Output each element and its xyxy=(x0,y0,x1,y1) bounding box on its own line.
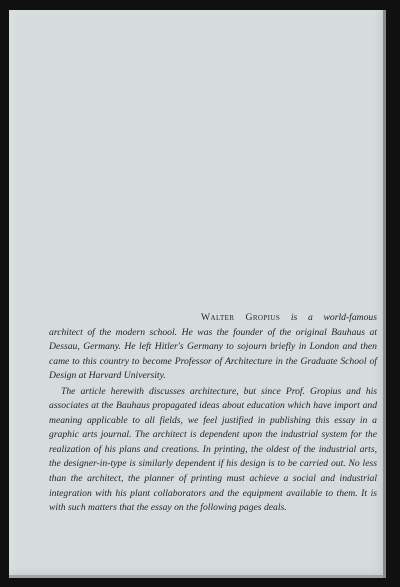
intro-text-block xyxy=(49,311,377,516)
intro-paragraph-2: The article herewith discusses architecture, but since Prof. Gropius and his associates at the Bauhaus propagated ideas about education which have import and meaning applicable to all fields, we feel justified in publishing this essay in a graphic arts journal. The architect is dependent upon the industrial system for the realization of his plans and creations. In printing, the oldest of the industrial arts, the designer-in-type is similarly dependent if his design is to be carried out. No less than the architect, the planner of printing must achieve a social and industrial integration with his plant collaborators and the equipment available to them. It is with such matters that the essay on the following pages deals. xyxy=(49,385,377,514)
author-name-lead: Walter Gropius xyxy=(201,312,281,323)
intro-paragraph-1-body: is a world-famous architect of the modern school. He was the founder of the original Bauhaus at Dessau, Germany. He left Hitler's Germany to sojourn briefly in London and then came to this country to become Professor of Architecture in the Graduate School of Design at Harvard University. xyxy=(49,312,377,382)
document-page xyxy=(9,10,386,578)
page-edge-shadow-bottom xyxy=(9,575,386,578)
intro-paragraph-1 xyxy=(49,311,377,384)
page-edge-shadow-right xyxy=(383,10,386,578)
